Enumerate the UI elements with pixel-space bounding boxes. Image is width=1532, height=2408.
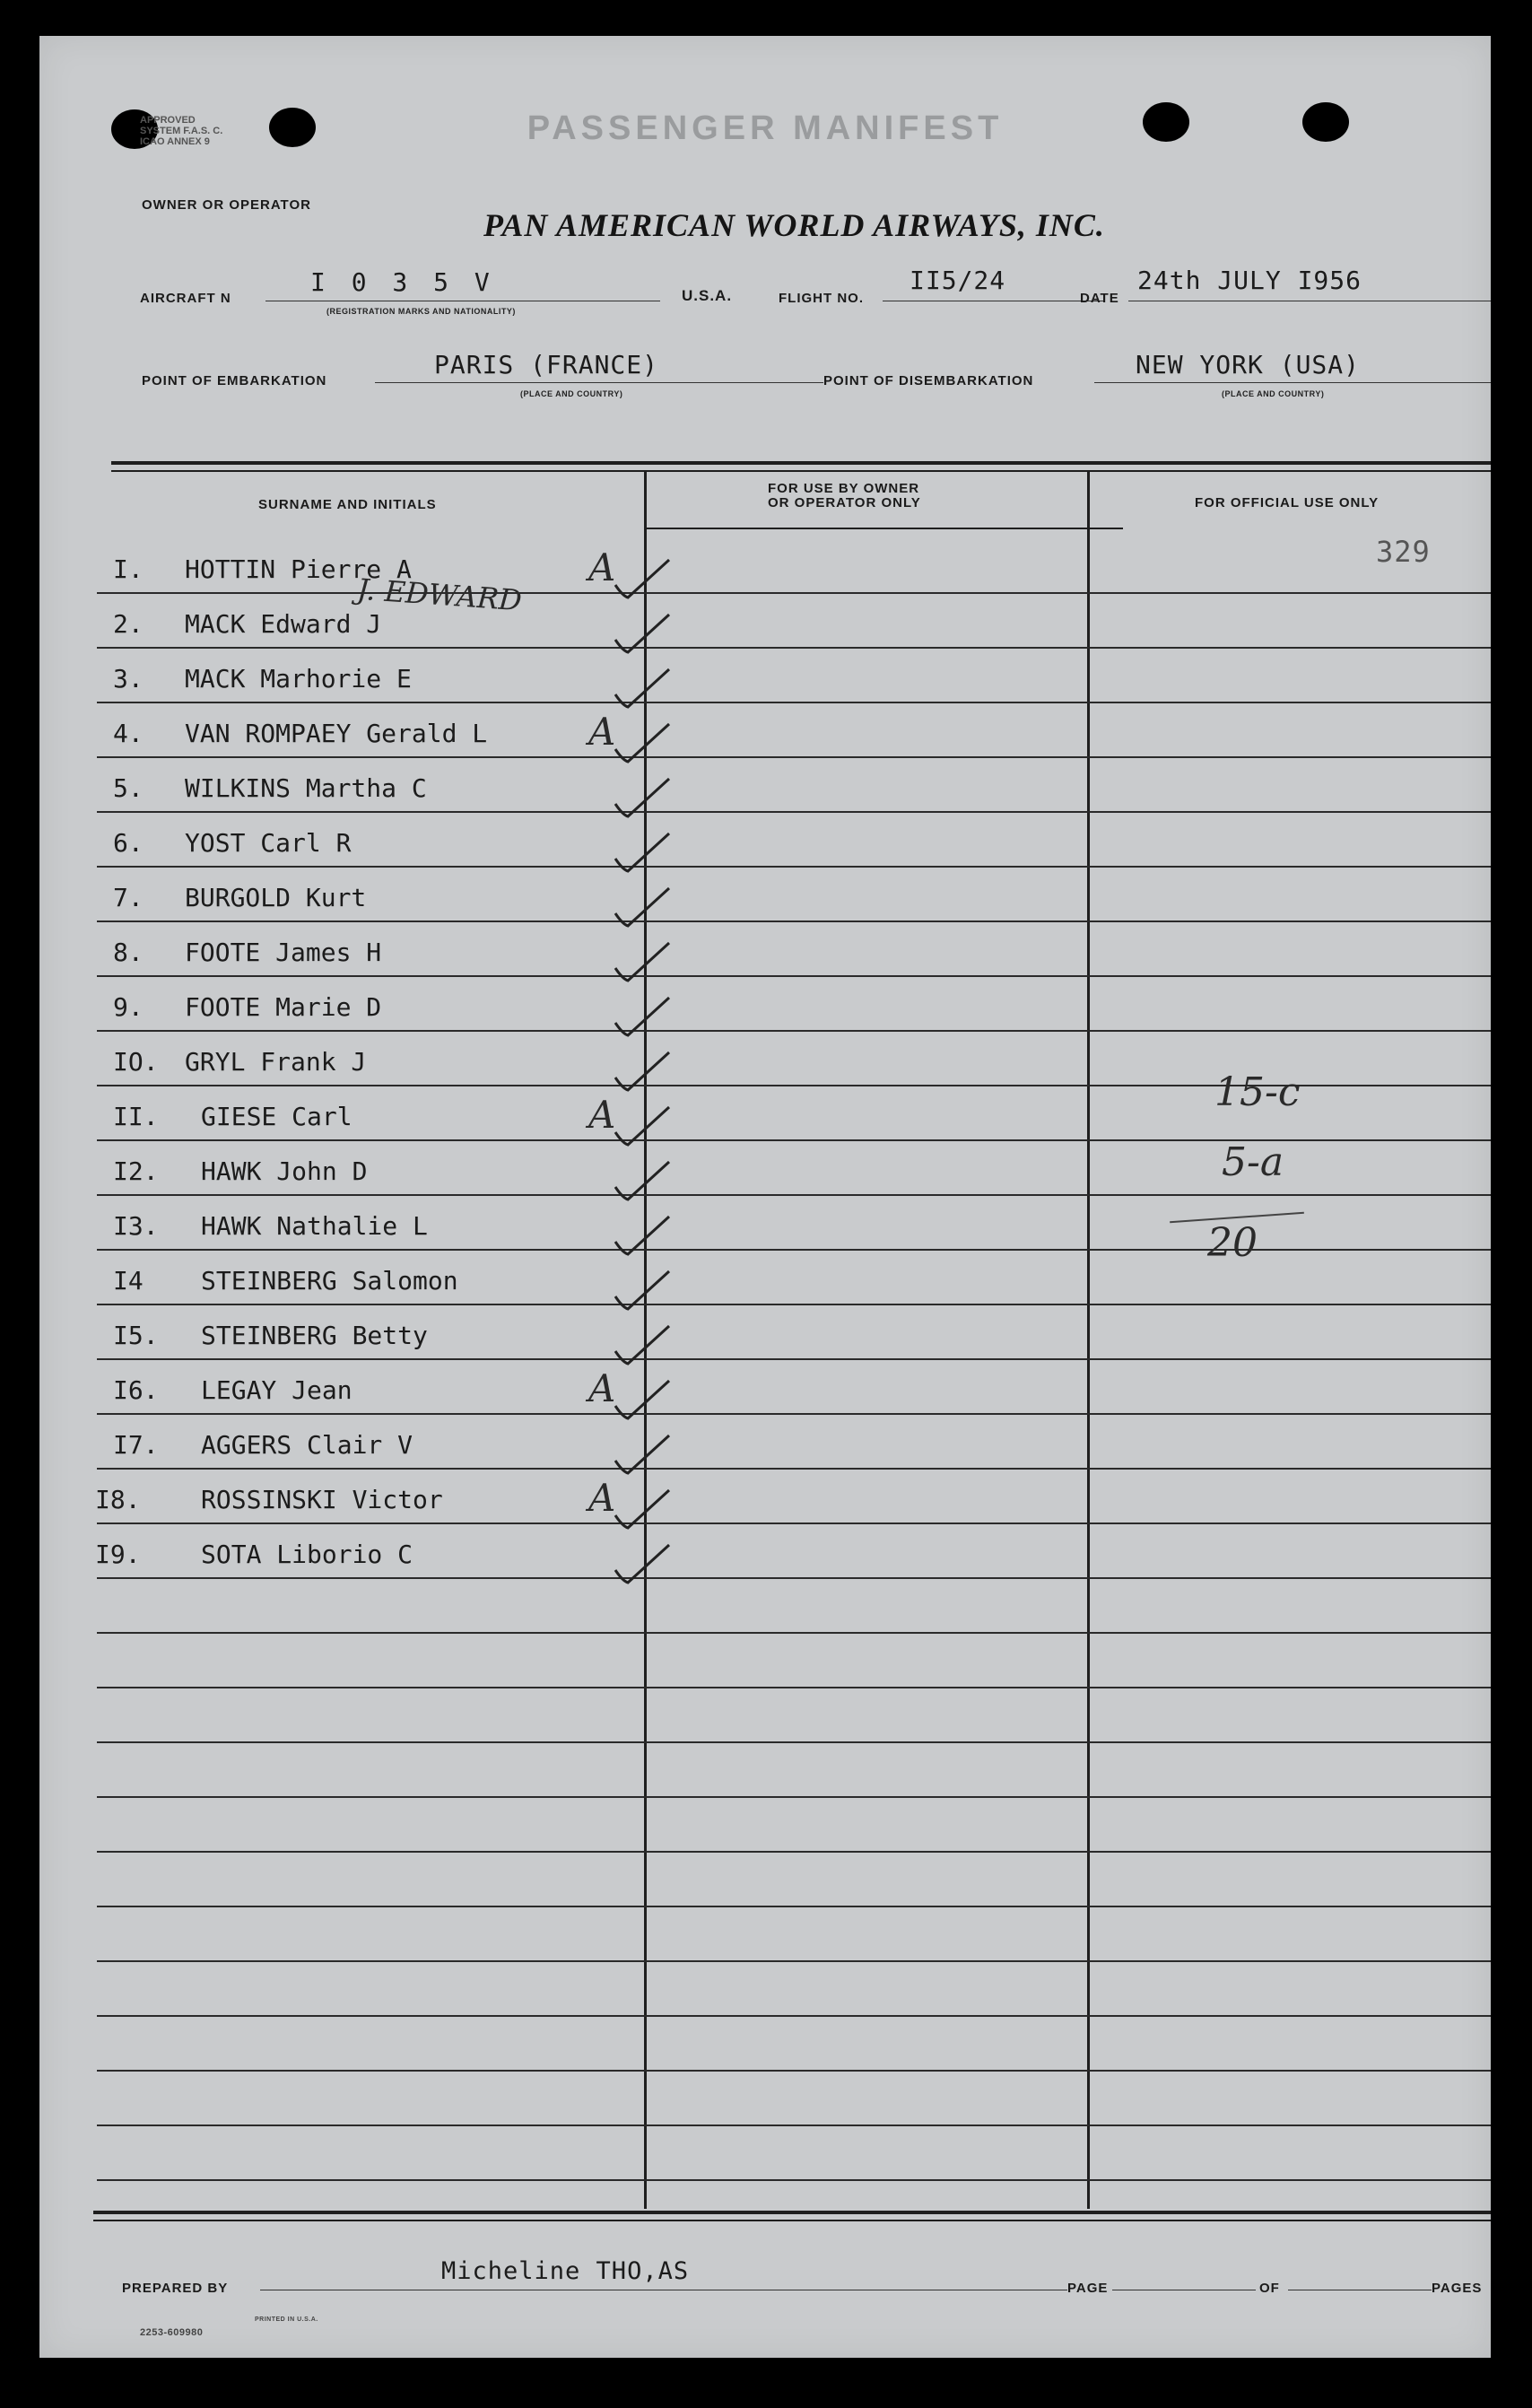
passenger-number: II. <box>113 1102 159 1131</box>
handwritten-correction: J. EDWARD <box>355 571 523 618</box>
passenger-mark: A <box>588 1476 616 1520</box>
passenger-name: MACK Marhorie E <box>185 664 412 694</box>
passenger-number: 2. <box>113 609 144 639</box>
passenger-number: I3. <box>113 1211 159 1241</box>
disembarkation-sublabel: (PLACE AND COUNTRY) <box>1222 389 1325 398</box>
passenger-name: WILKINS Martha C <box>185 773 427 803</box>
check-mark <box>615 888 669 926</box>
column-header-official: FOR OFFICIAL USE ONLY <box>1195 495 1380 510</box>
official-note-2: 5-a <box>1222 1139 1284 1185</box>
embarkation-value: PARIS (FRANCE) <box>434 350 659 380</box>
passenger-name: HOTTIN Pierre A <box>185 554 412 584</box>
owner-label: OWNER OR OPERATOR <box>142 197 311 213</box>
check-marks-layer <box>39 36 1491 2358</box>
form-code: 2253-609980 <box>140 2327 204 2338</box>
passenger-number: I4 <box>113 1266 144 1296</box>
passenger-number: IO. <box>113 1047 159 1077</box>
flight-date: 24th JULY I956 <box>1137 266 1362 295</box>
passenger-name: VAN ROMPAEY Gerald L <box>185 719 488 748</box>
passenger-name: FOOTE Marie D <box>185 992 382 1022</box>
passenger-number: I7. <box>113 1430 159 1460</box>
disembarkation-value: NEW YORK (USA) <box>1136 350 1361 380</box>
airline-name: PAN AMERICAN WORLD AIRWAYS, INC. <box>483 207 1105 243</box>
stamp-line: ICAO ANNEX 9 <box>140 136 210 147</box>
date-label: DATE <box>1080 291 1119 306</box>
passenger-number: I. <box>113 554 144 584</box>
stamp-line: SYSTEM F.A.S. C. <box>140 126 223 136</box>
usa-label: U.S.A. <box>682 287 733 304</box>
embarkation-label: POINT OF EMBARKATION <box>142 373 327 388</box>
check-mark <box>615 1326 669 1364</box>
passenger-name: MACK Edward J <box>185 609 382 639</box>
passenger-name: AGGERS Clair V <box>201 1430 413 1460</box>
official-note-total: 20 <box>1207 1220 1258 1266</box>
passenger-name: STEINBERG Betty <box>201 1321 428 1350</box>
passenger-number: 5. <box>113 773 144 803</box>
aircraft-value: I 0 3 5 V <box>310 267 495 297</box>
passenger-name: FOOTE James H <box>185 938 382 967</box>
passenger-mark: A <box>588 1093 616 1137</box>
check-mark <box>615 1107 669 1145</box>
check-mark <box>615 1052 669 1090</box>
prepared-by-label: PREPARED BY <box>122 2281 229 2296</box>
passenger-name: SOTA Liborio C <box>201 1540 413 1569</box>
column-header-surname: SURNAME AND INITIALS <box>258 497 437 512</box>
aircraft-label: AIRCRAFT N <box>140 291 231 306</box>
of-label: OF <box>1259 2281 1280 2296</box>
check-mark <box>615 779 669 816</box>
passenger-name: ROSSINSKI Victor <box>201 1485 443 1514</box>
disembarkation-label: POINT OF DISEMBARKATION <box>823 373 1034 388</box>
passenger-name: YOST Carl R <box>185 828 352 858</box>
passenger-number: 9. <box>113 992 144 1022</box>
check-mark <box>615 1381 669 1418</box>
column-header-owner-use-2: OR OPERATOR ONLY <box>768 495 921 510</box>
passenger-name: STEINBERG Salomon <box>201 1266 458 1296</box>
passenger-number: 3. <box>113 664 144 694</box>
passenger-name: HAWK Nathalie L <box>201 1211 428 1241</box>
passenger-name: GIESE Carl <box>201 1102 353 1131</box>
check-mark <box>615 615 669 652</box>
page-label: PAGE <box>1067 2281 1109 2296</box>
passenger-name: HAWK John D <box>201 1156 368 1186</box>
passenger-number: I8. <box>95 1485 141 1514</box>
passenger-mark: A <box>588 545 616 589</box>
check-mark <box>615 560 669 598</box>
passenger-number: I6. <box>113 1375 159 1405</box>
printed-mark: PRINTED IN U.S.A. <box>255 2316 318 2323</box>
check-mark <box>615 1545 669 1583</box>
flight-number: II5/24 <box>910 266 1006 295</box>
aircraft-sublabel: (REGISTRATION MARKS AND NATIONALITY) <box>326 307 516 316</box>
flight-label: FLIGHT NO. <box>779 291 864 306</box>
passenger-name: LEGAY Jean <box>201 1375 353 1405</box>
passenger-name: BURGOLD Kurt <box>185 883 367 912</box>
check-mark <box>615 724 669 762</box>
column-header-owner-use-1: FOR USE BY OWNER <box>768 481 920 496</box>
prepared-by-value: Micheline THO,AS <box>441 2257 690 2285</box>
passenger-name: GRYL Frank J <box>185 1047 367 1077</box>
passenger-number: 7. <box>113 883 144 912</box>
check-mark <box>615 943 669 981</box>
check-mark <box>615 1271 669 1309</box>
stamp-line: APPROVED <box>140 115 196 126</box>
embarkation-sublabel: (PLACE AND COUNTRY) <box>520 389 623 398</box>
passenger-mark: A <box>588 1366 616 1410</box>
passenger-number: I9. <box>95 1540 141 1569</box>
check-mark <box>615 833 669 871</box>
official-note-1: 15-c <box>1214 1069 1301 1115</box>
check-mark <box>615 669 669 707</box>
check-mark <box>615 998 669 1035</box>
official-count: 329 <box>1376 535 1431 569</box>
check-mark <box>615 1490 669 1528</box>
pages-label: PAGES <box>1432 2281 1483 2296</box>
passenger-number: 8. <box>113 938 144 967</box>
manifest-page <box>39 36 1491 2358</box>
check-mark <box>615 1162 669 1200</box>
passenger-number: I5. <box>113 1321 159 1350</box>
passenger-mark: A <box>588 710 616 754</box>
check-mark <box>615 1435 669 1473</box>
form-title: PASSENGER MANIFEST <box>527 109 1004 147</box>
check-mark <box>615 1217 669 1254</box>
passenger-number: 4. <box>113 719 144 748</box>
passenger-number: 6. <box>113 828 144 858</box>
passenger-number: I2. <box>113 1156 159 1186</box>
